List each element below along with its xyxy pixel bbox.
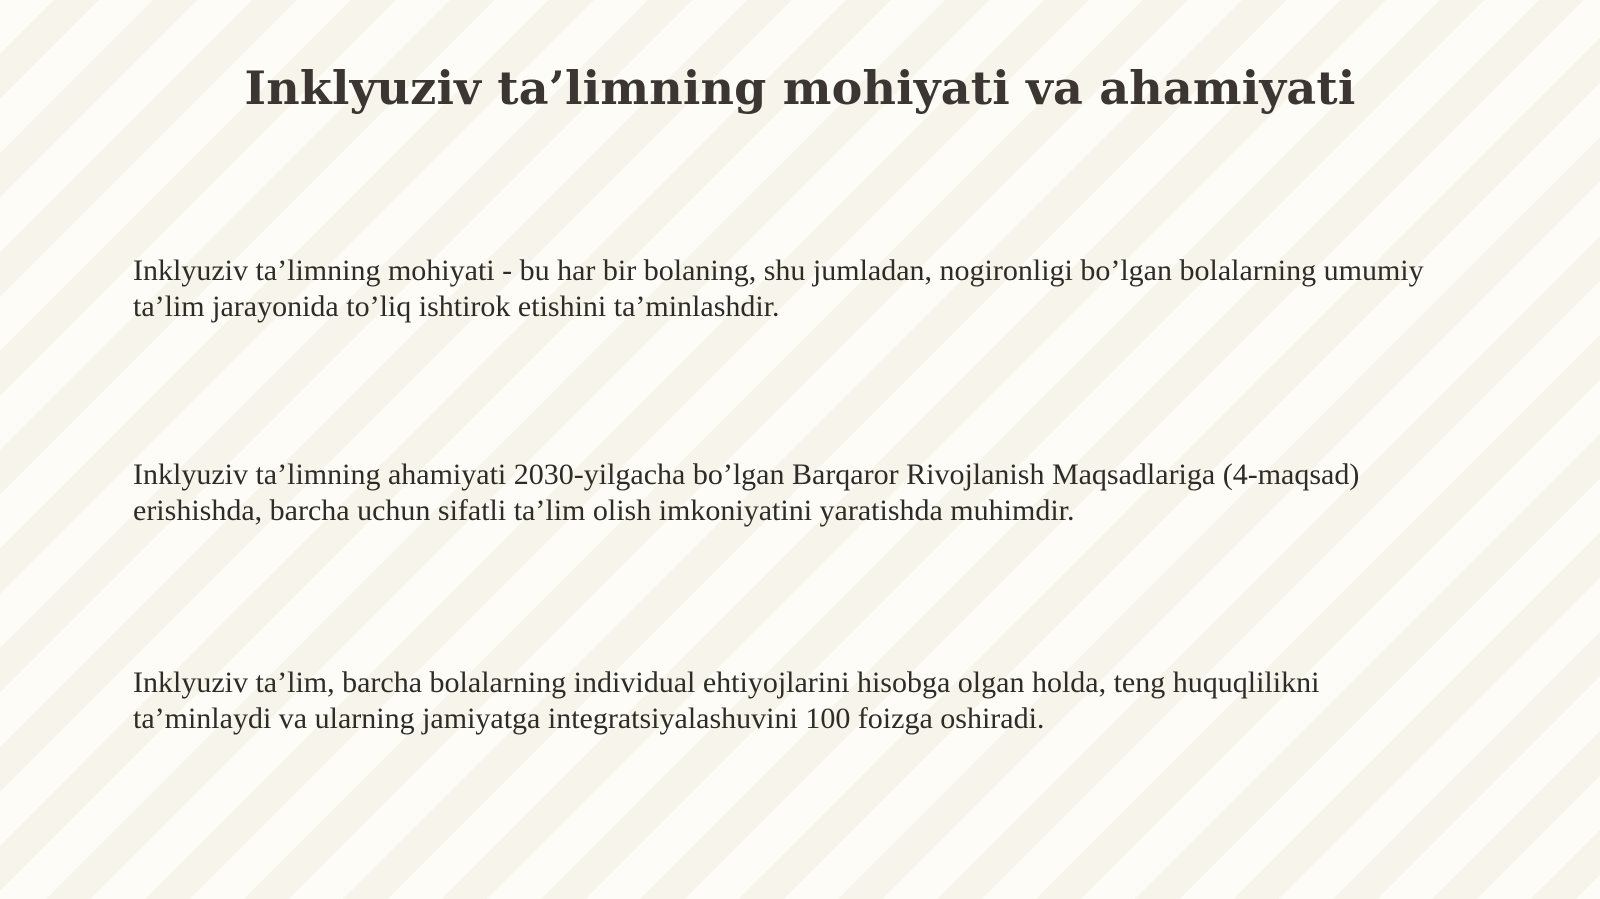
slide-title: Inklyuziv ta’limning mohiyati va ahamiyati: [244, 61, 1356, 115]
paragraph-essence: Inklyuziv ta’limning mohiyati - bu har bir bolaning, shu jumladan, nogironligi bo’lgan bolalarning umumiy ta’lim jarayonida to’liq ishtirok etishini ta’minlashdir.: [133, 254, 1424, 323]
paragraph-integration: Inklyuziv ta’lim, barcha bolalarning individual ehtiyojlarini hisobga olgan holda, teng huquqlilikni ta’minlaydi va ularning jamiyatga integratsiyalashuvini 100 foizga oshiradi.: [133, 666, 1320, 735]
paragraph-importance: Inklyuziv ta’limning ahamiyati 2030-yilgacha bo’lgan Barqaror Rivojlanish Maqsadlariga (4-maqsad) erishishda, barcha uchun sifatli ta’lim olish imkoniyatini yaratishda muhimdir.: [133, 458, 1360, 527]
